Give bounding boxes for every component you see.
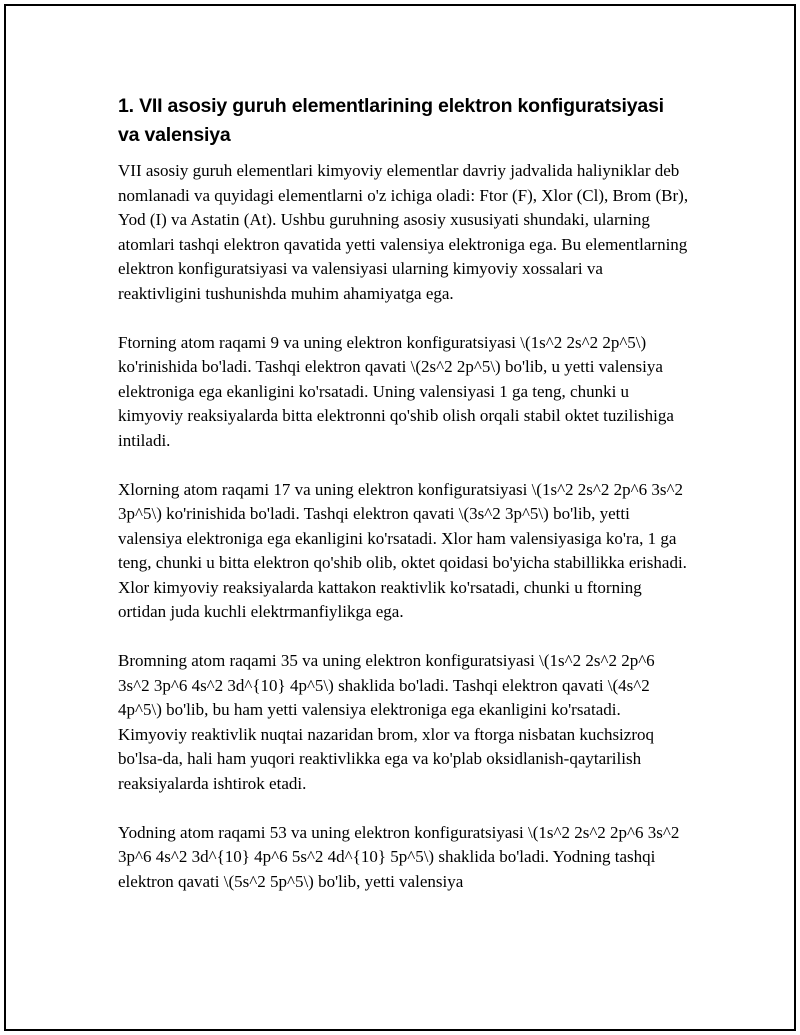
paragraph-fluorine: Ftorning atom raqami 9 va uning elektron konfiguratsiyasi \(1s^2 2s^2 2p^5\) ko'rinishida bo'ladi. Tashqi elektron qavati \(2s^2 2p^5\) bo'lib, u yetti valensiya elektroniga ega ekanligini ko'rsatadi. Uning valensiyasi 1 ga teng, chunki u kimyoviy reaksiyalarda bitta elektronni qo'shib olish orqali stabil oktet tuzilishiga intiladi. (118, 332, 674, 450)
section-heading: 1. VII asosiy guruh elementlarining elektron konfiguratsiyasi va valensiya (118, 95, 664, 146)
paragraph-chlorine: Xlorning atom raqami 17 va uning elektron konfiguratsiyasi \(1s^2 2s^2 2p^6 3s^2 3p^5\) ko'rinishida bo'ladi. Tashqi elektron qavati \(3s^2 3p^5\) bo'lib, yetti valensiya elektroniga ega ekanligini ko'rsatadi. Xlor ham valensiyasiga ko'ra, 1 ga teng, chunki u bitta elektron qo'shib olib, oktet qoidasi bo'yicha stabillikka erishadi. Xlor kimyoviy reaksiyalarda kattakon reaktivlik ko'rsatadi, chunki u ftorning ortidan juda kuchli elektrmanfiylikga ega. (118, 479, 687, 621)
paragraph-iodine: Yodning atom raqami 53 va uning elektron konfiguratsiyasi \(1s^2 2s^2 2p^6 3s^2 3p^6 4s^2 3d^{10} 4p^6 5s^2 4d^{10} 5p^5\) shaklida bo'ladi. Yodning tashqi elektron qavati \(5s^2 5p^5\) bo'lib, yetti valensiya (118, 822, 680, 891)
paragraph-bromine: Bromning atom raqami 35 va uning elektron konfiguratsiyasi \(1s^2 2s^2 2p^6 3s^2 3p^6 4s^2 3d^{10} 4p^5\) shaklida bo'ladi. Tashqi elektron qavati \(4s^2 4p^5\) bo'lib, bu ham yetti valensiya elektroniga ega ekanligini ko'rsatadi. Kimyoviy reaktivlik nuqtai nazaridan brom, xlor va ftorga nisbatan kuchsizroq bo'lsa-da, hali ham yuqori reaktivlikka ega va ko'plab oksidlanish-qaytarilish reaksiyalarda ishtirok etadi. (118, 651, 655, 793)
paragraph-intro: VII asosiy guruh elementlari kimyoviy elementlar davriy jadvalida haliyniklar deb nomlanadi va quyidagi elementlarni o'z ichiga oladi: Ftor (F), Xlor (Cl), Brom (Br), Yod (I) va Astatin (At). Ushbu guruhning asosiy xususiyati shundaki, ularning atomlari tashqi elektron qavatida yetti valensiya elektroniga ega. Bu elementlarning elektron konfiguratsiyasi va valensiyasi ularning kimyoviy xossalari va reaktivligini tushunishda muhim ahamiyatga ega. (118, 161, 689, 303)
document-body (118, 92, 690, 919)
